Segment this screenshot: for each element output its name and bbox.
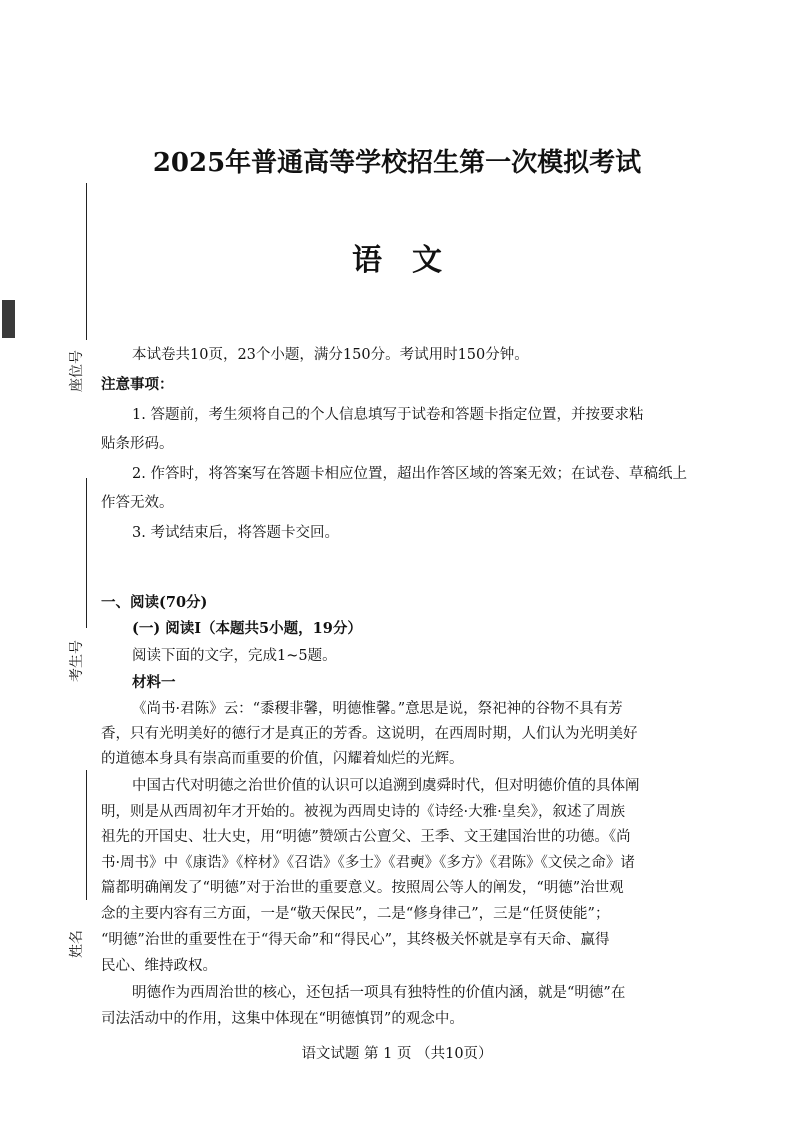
passage-p2-line-7: “明德”治世的重要性在于“得天命”和“得民心”，其终极关怀就是享有天命、赢得 [101,932,610,948]
note-2-line-1: 2. 作答时，将答案写在答题卡相应位置，超出作答区域的答案无效；在试卷、草稿纸上 [132,466,687,482]
passage-p2-line-2: 明，则是从西周初年才开始的。被视为西周史诗的《诗经·大雅·皇矣》，叙述了周族 [101,804,625,820]
exam-intro: 本试卷共10页，23个小题，满分150分。考试用时150分钟。 [132,347,529,363]
exam-no-label: 考生号 [69,640,85,682]
passage-p1-line-1: 《尚书·君陈》云：“黍稷非馨，明德惟馨。”意思是说，祭祀神的谷物不具有芳 [132,701,623,717]
passage-p3-line-2: 司法活动中的作用，这集中体现在“明德慎罚”的观念中。 [101,1011,464,1027]
note-1-line-2: 贴条形码。 [101,436,174,452]
passage-p2-line-3: 祖先的开国史、壮大史，用“明德”赞颂古公亶父、王季、文王建国治世的功德。《尚 [101,829,631,845]
passage-p2-line-6: 念的主要内容有三方面，一是“敬天保民”，二是“修身律己”，三是“任贤使能”； [101,906,610,922]
section-heading: 一、阅读(70分) [101,594,208,611]
passage-p1-line-3: 的道德本身具有崇高而重要的价值，闪耀着灿烂的光辉。 [101,751,464,767]
exam-title: 2025年普通高等学校招生第一次模拟考试 [152,148,642,178]
passage-p1-line-2: 香，只有光明美好的德行才是真正的芳香。这说明，在西周时期，人们认为光明美好 [101,726,638,742]
material-title: 材料一 [132,674,176,691]
reading-instruction: 阅读下面的文字，完成1~5题。 [132,648,337,664]
page-footer: 语文试题 第 1 页 （共10页） [301,1046,493,1062]
seat-label: 座位号 [69,350,85,392]
passage-p2-line-5: 篇都明确阐发了“明德”对于治世的重要意义。按照周公等人的阐发，“明德”治世观 [101,880,624,896]
scan-mark [2,300,15,338]
passage-p3-line-1: 明德作为西周治世的核心，还包括一项具有独特性的价值内涵，就是“明德”在 [132,985,626,1001]
subject-title: 语文 [352,243,472,278]
name-line [86,770,87,900]
note-1-line-1: 1. 答题前，考生须将自己的个人信息填写于试卷和答题卡指定位置，并按要求粘 [132,407,644,423]
passage-p2-line-8: 民心、维持政权。 [101,958,217,974]
note-3: 3. 考试结束后，将答题卡交回。 [132,525,339,541]
passage-p2-line-1: 中国古代对明德之治世价值的认识可以追溯到虞舜时代，但对明德价值的具体阐 [132,778,640,794]
name-label: 姓名 [69,930,85,958]
note-2-line-2: 作答无效。 [101,495,174,511]
notes-heading: 注意事项： [101,376,174,393]
reading-1-heading: (一) 阅读I（本题共5小题，19分） [132,620,362,637]
passage-p2-line-4: 书·周书》中《康诰》《梓材》《召诰》《多士》《君奭》《多方》《君陈》《文侯之命》诸 [101,855,635,871]
exam-no-line [86,478,87,628]
